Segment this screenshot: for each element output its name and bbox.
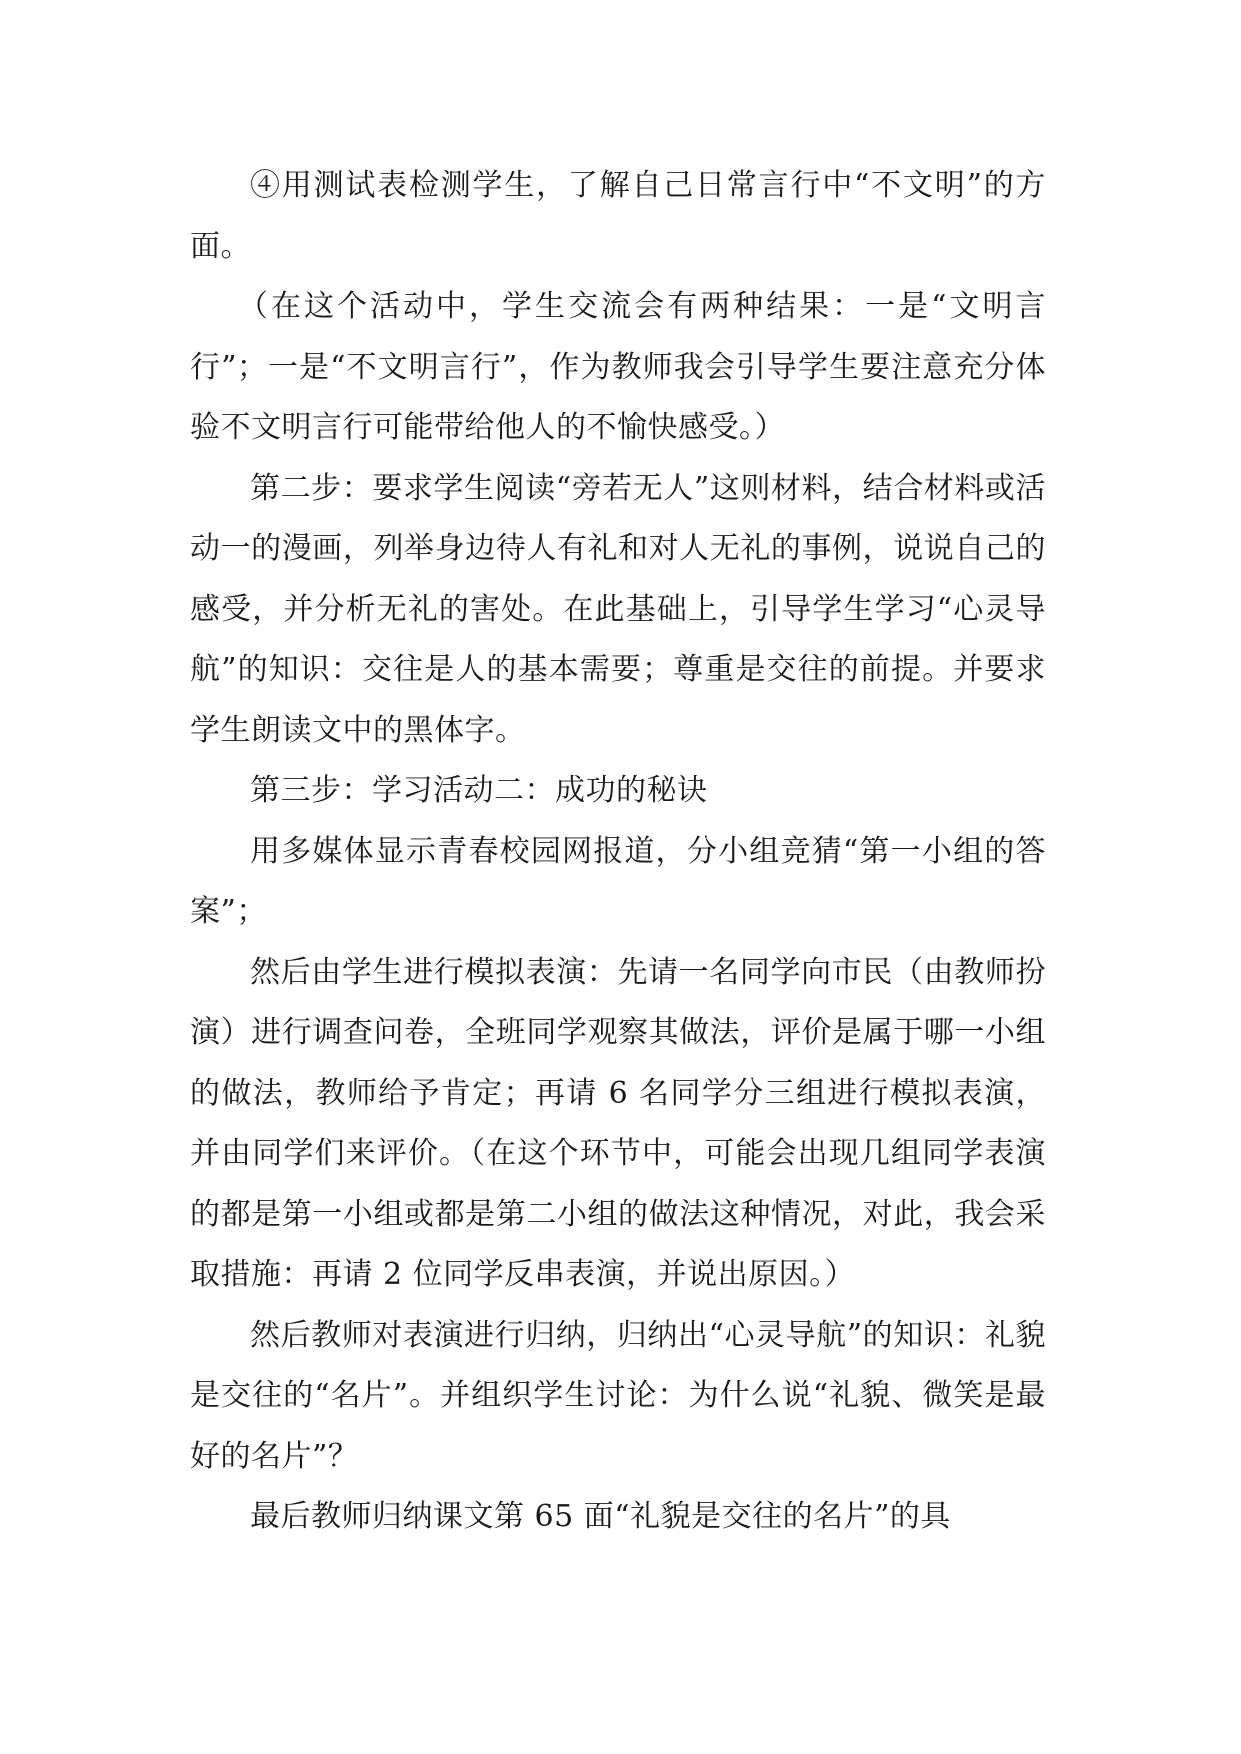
paragraph-6: 然后由学生进行模拟表演：先请一名同学向市民（由教师扮演）进行调查问卷，全班同学观察其做法，评价是属于哪一小组的做法，教师给予肯定；再请 6 名同学分三组进行模拟表演，并由同学们来评价。（在这个环节中，可能会出现几组同学表演的都是第一小组或都是第二小组的做法这种情况，对此，我会采取措施：再请 2 位同学反串表演，并说出原因。） bbox=[190, 954, 1046, 1292]
document-body bbox=[190, 156, 1046, 1548]
paragraph-3: 第二步：要求学生阅读“旁若无人”这则材料，结合材料或活动一的漫画，列举身边待人有礼和对人无礼的事例，说说自己的感受，并分析无礼的害处。在此基础上，引导学生学习“心灵导航”的知识：交往是人的基本需要；尊重是交往的前提。并要求学生朗读文中的黑体字。 bbox=[190, 470, 1046, 748]
paragraph-1: ④用测试表检测学生，了解自己日常言行中“不文明”的方面。 bbox=[190, 168, 1046, 264]
paragraph-5: 用多媒体显示青春校园网报道，分小组竞猜“第一小组的答案”； bbox=[190, 833, 1046, 929]
paragraph-2: （在这个活动中，学生交流会有两种结果：一是“文明言行”；一是“不文明言行”，作为教师我会引导学生要注意充分体验不文明言行可能带给他人的不愉快感受。） bbox=[190, 289, 1046, 445]
paragraph-4: 第三步：学习活动二：成功的秘诀 bbox=[250, 773, 708, 808]
paragraph-7: 然后教师对表演进行归纳，归纳出“心灵导航”的知识：礼貌是交往的“名片”。并组织学生讨论：为什么说“礼貌、微笑是最好的名片”？ bbox=[190, 1317, 1046, 1474]
paragraph-8: 最后教师归纳课文第 65 面“礼貌是交往的名片”的具 bbox=[250, 1499, 951, 1534]
